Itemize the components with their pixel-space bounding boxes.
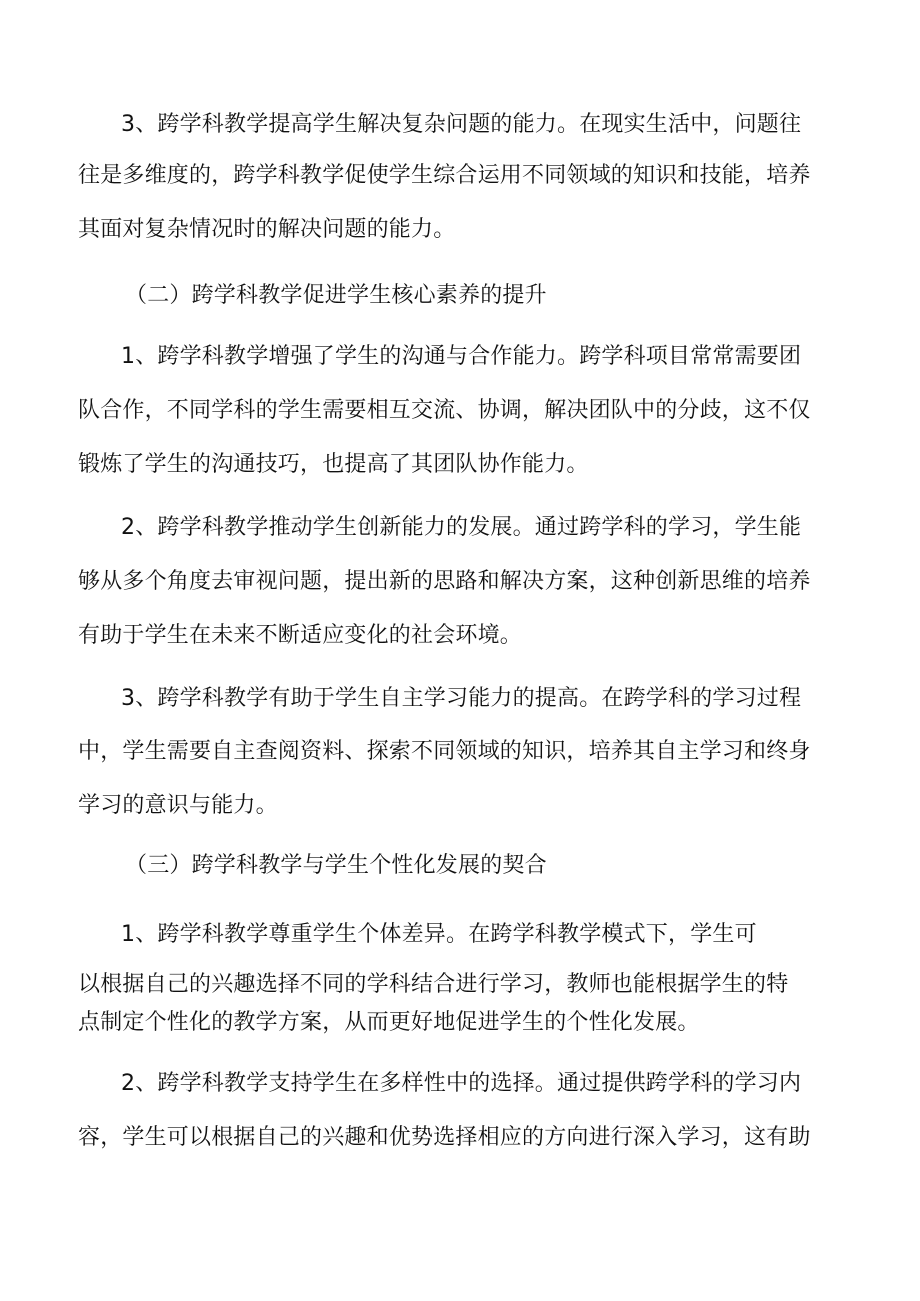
paragraph-3-line-1: 2、跨学科教学推动学生创新能力的发展。通过跨学科的学习，学生能 xyxy=(121,515,802,540)
paragraph-5-line-1: 1、跨学科教学尊重学生个体差异。在跨学科教学模式下，学生可 xyxy=(121,922,757,947)
paragraph-3-line-2: 够从多个角度去审视问题，提出新的思路和解决方案，这种创新思维的培养 xyxy=(78,569,811,594)
paragraph-4-line-1: 3、跨学科教学有助于学生自主学习能力的提高。在跨学科的学习过程 xyxy=(121,686,802,711)
paragraph-2-line-2: 队合作，不同学科的学生需要相互交流、协调，解决团队中的分歧，这不仅 xyxy=(78,398,811,423)
section-heading-2: （二）跨学科教学促进学生核心素养的提升 xyxy=(125,283,547,308)
paragraph-2-line-3: 锻炼了学生的沟通技巧，也提高了其团队协作能力。 xyxy=(78,452,589,477)
paragraph-1-line-2: 往是多维度的，跨学科教学促使学生综合运用不同领域的知识和技能，培养 xyxy=(78,163,811,188)
paragraph-5-line-3: 点制定个性化的教学方案，从而更好地促进学生的个性化发展。 xyxy=(78,1010,700,1035)
paragraph-4-line-3: 学习的意识与能力。 xyxy=(78,793,278,818)
paragraph-1-line-1: 3、跨学科教学提高学生解决复杂问题的能力。在现实生活中，问题往 xyxy=(121,112,802,137)
paragraph-1-line-3: 其面对复杂情况时的解决问题的能力。 xyxy=(78,217,456,242)
paragraph-4-line-2: 中，学生需要自主查阅资料、探索不同领域的知识，培养其自主学习和终身 xyxy=(78,739,811,764)
paragraph-6-line-1: 2、跨学科教学支持学生在多样性中的选择。通过提供跨学科的学习内 xyxy=(121,1071,802,1096)
paragraph-2-line-1: 1、跨学科教学增强了学生的沟通与合作能力。跨学科项目常常需要团 xyxy=(121,344,802,369)
section-heading-3: （三）跨学科教学与学生个性化发展的契合 xyxy=(125,853,547,878)
paragraph-3-line-3: 有助于学生在未来不断适应变化的社会环境。 xyxy=(78,623,523,648)
paragraph-6-line-2: 容，学生可以根据自己的兴趣和优势选择相应的方向进行深入学习，这有助 xyxy=(78,1125,811,1150)
paragraph-5-line-2: 以根据自己的兴趣选择不同的学科结合进行学习，教师也能根据学生的特 xyxy=(78,972,789,997)
